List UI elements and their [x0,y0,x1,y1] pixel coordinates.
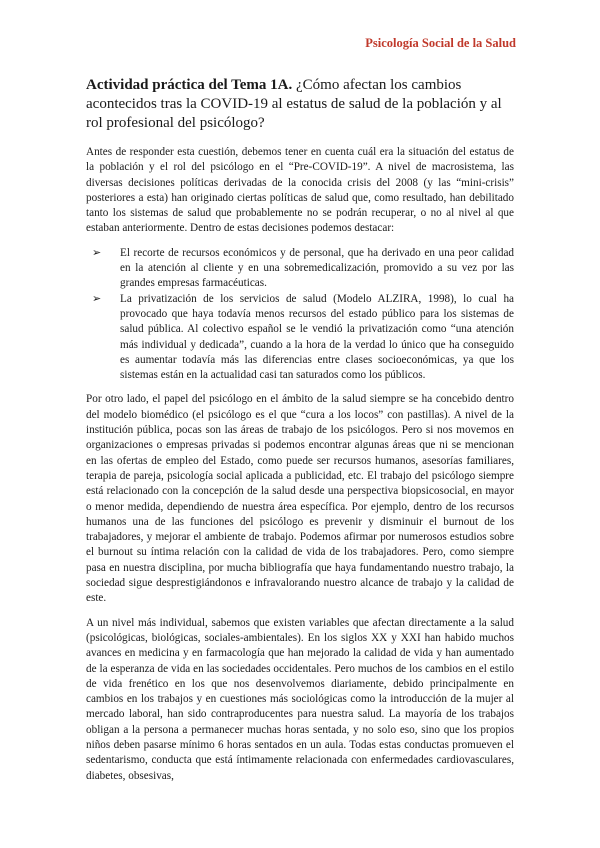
psychologist-role-paragraph: Por otro lado, el papel del psicólogo en el ámbito de la salud siempre se ha concebido dentro del modelo biomédico (el psicólogo es el que “cura a los locos” con pastillas). A nivel de la institución pública, pocas son las áreas de trabajo de los psicólogos. Pero si nos movemos en organizaciones o empresas privadas si podemos encontrar algunas áreas que ni se mencionan en las ofertas de empleo del Estado, como puede ser recursos humanos, asesorías familiares, terapia de pareja, psicología social aplicada a publicidad, etc. El trabajo del psicólogo siempre está relacionado con la concepción de la salud desde una perspectiva biopsicosocial, en mayor o menor medida, dependiendo de nuestra área específica. Por ejemplo, dentro de los recursos humanos una de las funciones del psicólogo es prevenir y disminuir el burnout de los trabajadores, y mejorar el ambiente de trabajo. Podemos afirmar por numerosos estudios sobre el burnout su íntima relación con la calidad de vida de los trabajadores. Pero, como siempre pasa en nuestra disciplina, por mucha bibliografía que haya fundamentando nuestro trabajo, la sociedad sigue desprestigiándonos e infravalorando nuestro alcance de trabajo y la calidad de este. [86,393,514,605]
activity-question: ¿Cómo afectan los cambios acontecidos tras la COVID-19 al estatus de salud de la población y al rol profesional del psicólogo? [86,77,502,131]
list-item-text: El recorte de recursos económicos y de personal, que ha derivado en una peor calidad en la atención al cliente y en una sobremedicalización, promovido a su vez por las grandes empresas farmacéuticas. [120,246,514,290]
document-body [86,76,514,793]
activity-title-lead: Actividad práctica del Tema 1A. [86,77,293,93]
running-header: Psicología Social de la Salud [365,36,516,50]
arrow-bullet-icon: ➢ [92,292,102,305]
arrow-bullet-icon: ➢ [92,246,102,259]
individual-level-paragraph: A un nivel más individual, sabemos que existen variables que afectan directamente a la salud (psicológicas, biológicas, sociales-ambientales). En los siglos XX y XXI han habido muchos avances en medicina y en farmacología que han mejorado la calidad de vida y han aumentado de la esperanza de vida en las sociedades occidentales. Pero muchos de los cambios en el estilo de vida frenético en los que nos desenvolvemos diariamente, debido principalmente en cambios en los trabajos y en cuestiones más sociológicas como la introducción de la mujer al mercado laboral, han sido contraproducentes para nuestra salud. La mayoría de los trabajos obligan a la persona a permanecer muchas horas sentada, y no solo eso, sino que los propios niños deben pasarse mínimo 6 horas sentados en un aula. Todas estas conductas promueven el sedentarismo, conducta que está íntimamente relacionada con enfermedades cardiovasculares, diabetes, obsesivas, [86,616,514,782]
list-item [86,246,514,292]
intro-paragraph: Antes de responder esta cuestión, debemos tener en cuenta cuál era la situación del estatus de la población y el rol del psicólogo en el “Pre-COVID-19”. A nivel de macrosistema, las diversas decisiones políticas derivadas de la conocida crisis del 2008 (y las “mini-crisis” posteriores a esta) han originado ciertas políticas de salud que, como resultado, han debilitado tanto los sistemas de salud que probablemente no se podrán recuperar, o no al nivel al que estaban anteriormente. Dentro de estas decisiones podemos destacar: [86,146,514,235]
activity-title [86,76,514,133]
list-item-text: La privatización de los servicios de salud (Modelo ALZIRA, 1998), lo cual ha provocado que haya todavía menos recursos del estado público para los sistemas de salud pública. Al colectivo español se le vendió la privatización como “una atención más individual y dedicada”, cuando a la hora de la verdad lo único que ha conseguido es aumentar todavía más las diferencias entre clases socioeconómicas, ya que los sistemas están en la actualidad casi tan saturados como los públicos. [120,292,514,382]
decisions-list [86,246,514,384]
list-item [86,292,514,384]
